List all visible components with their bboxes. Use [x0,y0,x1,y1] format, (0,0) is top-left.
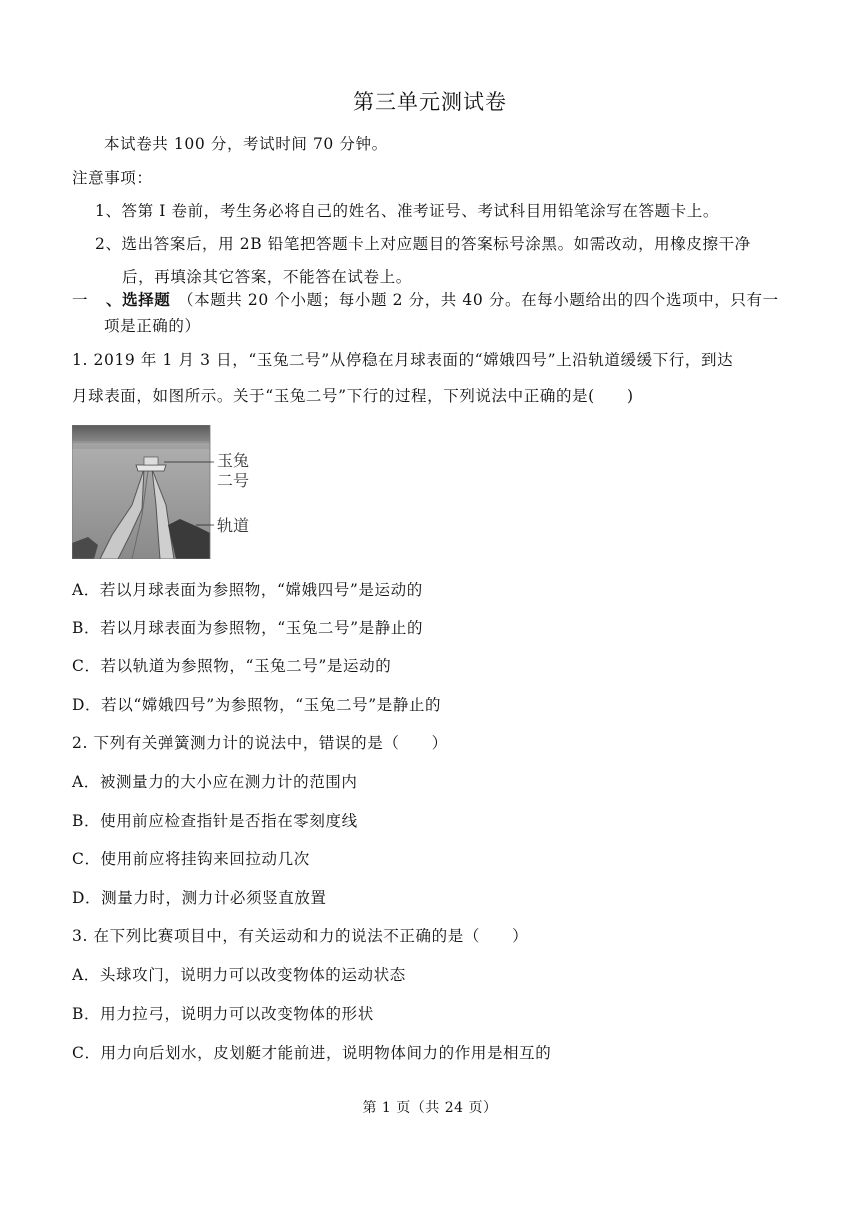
q3-option-a: A．头球攻门，说明力可以改变物体的运动状态 [72,966,406,984]
section-number: 一 [72,291,89,309]
figure-label-track: 轨道 [217,516,250,535]
figure-label-rover-1: 玉兔 [217,451,250,470]
section-title: 、选择题 [106,290,171,309]
q2-option-c: C．使用前应将挂钩来回拉动几次 [72,850,310,868]
q3-option-b: B．用力拉弓，说明力可以改变物体的形状 [72,1005,374,1023]
page-footer: 第 1 页（共 24 页） [362,1100,498,1116]
section-desc-line-2: 项是正确的） [104,317,201,335]
notice-item-2-line-1: 2、选出答案后，用 2B 铅笔把答题卡上对应题目的答案标号涂黑。如需改动，用橡皮擦干净 [95,235,751,253]
figure-label-rover-2: 二号 [217,471,250,490]
exam-intro: 本试卷共 100 分，考试时间 70 分钟。 [104,135,388,153]
q1-option-a: A．若以月球表面为参照物，“嫦娥四号”是运动的 [72,581,423,599]
q2-option-a: A．被测量力的大小应在测力计的范围内 [72,773,358,791]
q2-option-b: B．使用前应检查指针是否指在零刻度线 [72,812,358,830]
page-title: 第三单元测试卷 [353,90,507,114]
section-desc-line-1: （本题共 20 个小题；每小题 2 分，共 40 分。在每小题给出的四个选项中，只有一 [178,291,779,309]
lunar-rover-photo [72,425,272,559]
q1-option-c: C．若以轨道为参照物，“玉兔二号”是运动的 [72,657,392,675]
q2-stem: 2. 下列有关弹簧测力计的说法中，错误的是（ ） [72,734,448,752]
q3-option-c: C．用力向后划水，皮划艇才能前进，说明物体间力的作用是相互的 [72,1044,552,1062]
q1-option-d: D．若以“嫦娥四号”为参照物，“玉兔二号”是静止的 [72,696,442,714]
q1-figure [72,425,272,559]
notice-item-1: 1、答第 I 卷前，考生务必将自己的姓名、准考证号、考试科目用铅笔涂写在答题卡上。 [95,202,719,220]
notice-heading: 注意事项： [72,169,153,187]
q3-stem: 3. 在下列比赛项目中，有关运动和力的说法不正确的是（ ） [72,927,529,945]
q1-stem-line-2: 月球表面，如图所示。关于“玉兔二号”下行的过程，下列说法中正确的是( ) [72,387,634,405]
q1-option-b: B．若以月球表面为参照物，“玉兔二号”是静止的 [72,619,424,637]
notice-item-2-line-2: 后，再填涂其它答案，不能答在试卷上。 [122,268,412,286]
q2-option-d: D．测量力时，测力计必须竖直放置 [72,889,327,907]
q1-stem-line-1: 1. 2019 年 1 月 3 日，“玉兔二号”从停稳在月球表面的“嫦娥四号”上沿轨道缓缓下行，到达 [72,351,734,369]
